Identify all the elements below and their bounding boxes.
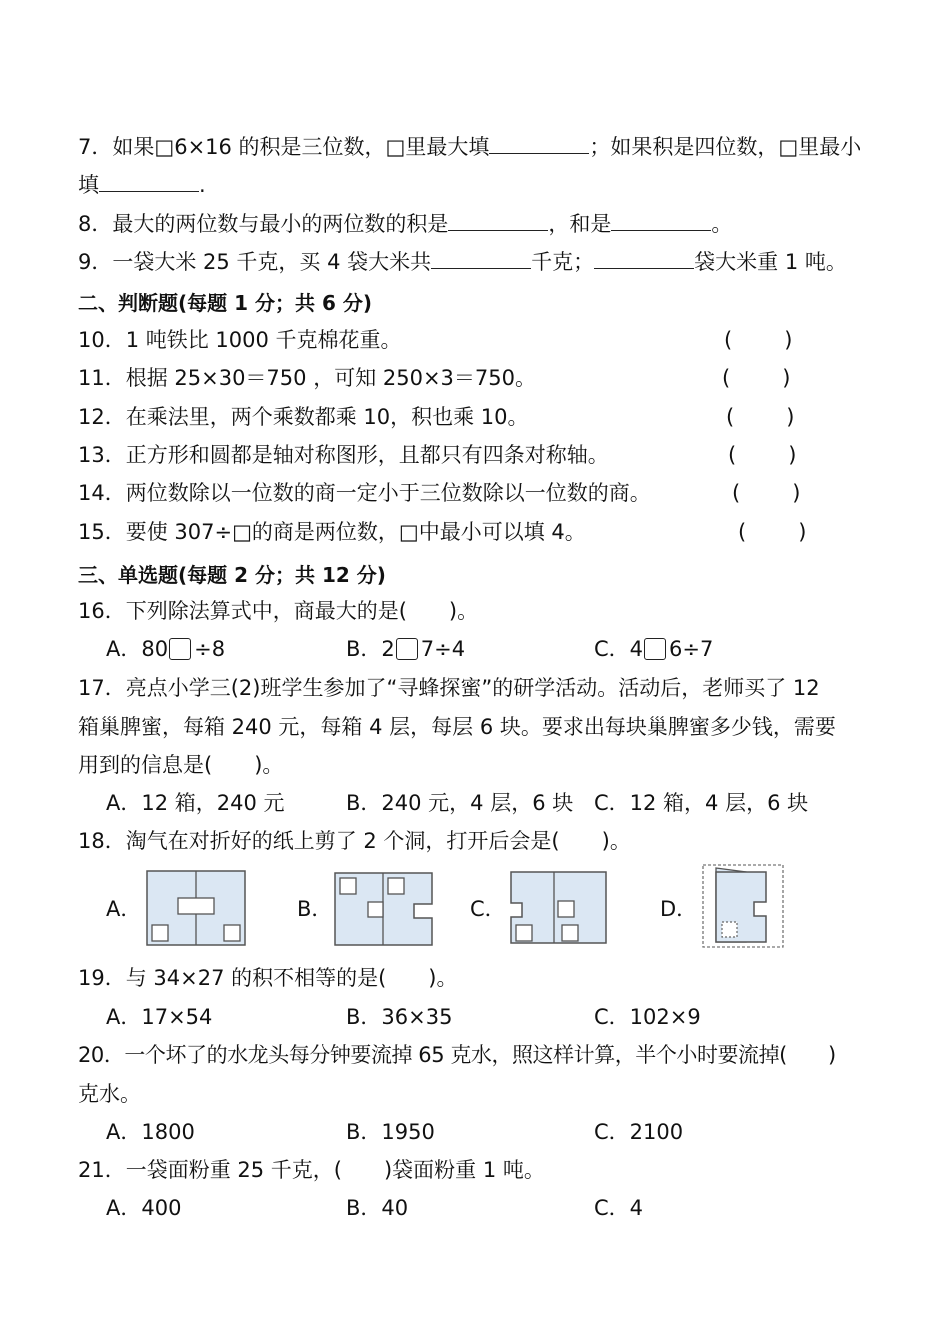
question-17-line1: 17．亮点小学三(2)班学生参加了“寻蜂探蜜”的研学活动。活动后，老师买了 12 [78, 676, 820, 700]
option-a[interactable]: A．17×54 [106, 1005, 213, 1029]
blank-box[interactable] [169, 638, 191, 660]
option-b[interactable]: B．1950 [346, 1120, 435, 1144]
option-c[interactable]: C．4 [594, 1196, 644, 1220]
question-17-line3: 用到的信息是( )。 [78, 753, 284, 777]
option-c[interactable]: C．102×9 [594, 1005, 701, 1029]
answer-paren[interactable]: ( ) [726, 405, 795, 429]
answer-blank[interactable] [594, 246, 694, 269]
option-b[interactable]: B．240 元，4 层，6 块 [346, 791, 574, 815]
answer-blank[interactable] [99, 169, 199, 192]
question-20-line2: 克水。 [78, 1082, 141, 1106]
option-a[interactable]: A．80 ÷8 [106, 637, 226, 661]
option-b[interactable]: B．40 [346, 1196, 409, 1220]
option-c[interactable]: C．2100 [594, 1120, 684, 1144]
option-b-label[interactable]: B． [297, 897, 333, 921]
option-c-label[interactable]: C． [470, 897, 506, 921]
question-7-line1: 7．如果□6×16 的积是三位数，□里最大填 ；如果积是四位数，□里最小 [78, 131, 861, 162]
question-20-line1: 20．一个坏了的水龙头每分钟要流掉 65 克水，照这样计算，半个小时要流掉( ) [78, 1043, 836, 1067]
question-7-line2: 填 . [78, 169, 206, 200]
section-2-title: 二、判断题(每题 1 分；共 6 分) [78, 291, 372, 315]
question-11: 11．根据 25×30＝750 ，可知 250×3＝750。 [78, 366, 536, 390]
question-21: 21．一袋面粉重 25 千克，( )袋面粉重 1 吨。 [78, 1158, 545, 1182]
question-16: 16．下列除法算式中，商最大的是( )。 [78, 599, 479, 623]
option-a-label[interactable]: A． [106, 897, 142, 921]
option-b[interactable]: B．2 7÷4 [346, 637, 466, 661]
option-b[interactable]: B．36×35 [346, 1005, 453, 1029]
question-17-line2: 箱巢脾蜜，每箱 240 元，每箱 4 层，每层 6 块。要求出每块巢脾蜜多少钱，需要 [78, 715, 836, 739]
question-19: 19．与 34×27 的积不相等的是( )。 [78, 966, 458, 990]
answer-paren[interactable]: ( ) [722, 366, 791, 390]
paper-figure-b[interactable] [334, 872, 434, 946]
answer-blank[interactable] [431, 246, 531, 269]
question-18: 18．淘气在对折好的纸上剪了 2 个洞，打开后会是( )。 [78, 829, 631, 853]
paper-figure-d[interactable] [700, 862, 786, 950]
answer-blank[interactable] [611, 208, 711, 231]
answer-paren[interactable]: ( ) [728, 443, 797, 467]
option-a[interactable]: A．12 箱，240 元 [106, 791, 285, 815]
question-8: 8．最大的两位数与最小的两位数的积是 ，和是 。 [78, 208, 732, 239]
blank-box[interactable] [396, 638, 418, 660]
question-15: 15．要使 307÷□的商是两位数，□中最小可以填 4。 [78, 520, 586, 544]
paper-figure-c[interactable] [510, 871, 608, 945]
section-3-title: 三、单选题(每题 2 分；共 12 分) [78, 563, 386, 587]
question-14: 14．两位数除以一位数的商一定小于三位数除以一位数的商。 [78, 481, 651, 505]
option-c[interactable]: C．12 箱，4 层，6 块 [594, 791, 809, 815]
question-13: 13．正方形和圆都是轴对称图形，且都只有四条对称轴。 [78, 443, 609, 467]
paper-figure-a[interactable] [146, 870, 246, 946]
question-10: 10．1 吨铁比 1000 千克棉花重。 [78, 328, 402, 352]
blank-box[interactable] [644, 638, 666, 660]
question-12: 12．在乘法里，两个乘数都乘 10，积也乘 10。 [78, 405, 529, 429]
option-a[interactable]: A．1800 [106, 1120, 195, 1144]
option-d-label[interactable]: D． [660, 897, 698, 921]
answer-blank[interactable] [489, 131, 589, 154]
answer-paren[interactable]: ( ) [724, 328, 793, 352]
option-a[interactable]: A．400 [106, 1196, 182, 1220]
option-c[interactable]: C．4 6÷7 [594, 637, 714, 661]
answer-paren[interactable]: ( ) [732, 481, 801, 505]
answer-paren[interactable]: ( ) [738, 520, 807, 544]
question-9: 9．一袋大米 25 千克，买 4 袋大米共 千克； 袋大米重 1 吨。 [78, 246, 847, 277]
answer-blank[interactable] [448, 208, 548, 231]
